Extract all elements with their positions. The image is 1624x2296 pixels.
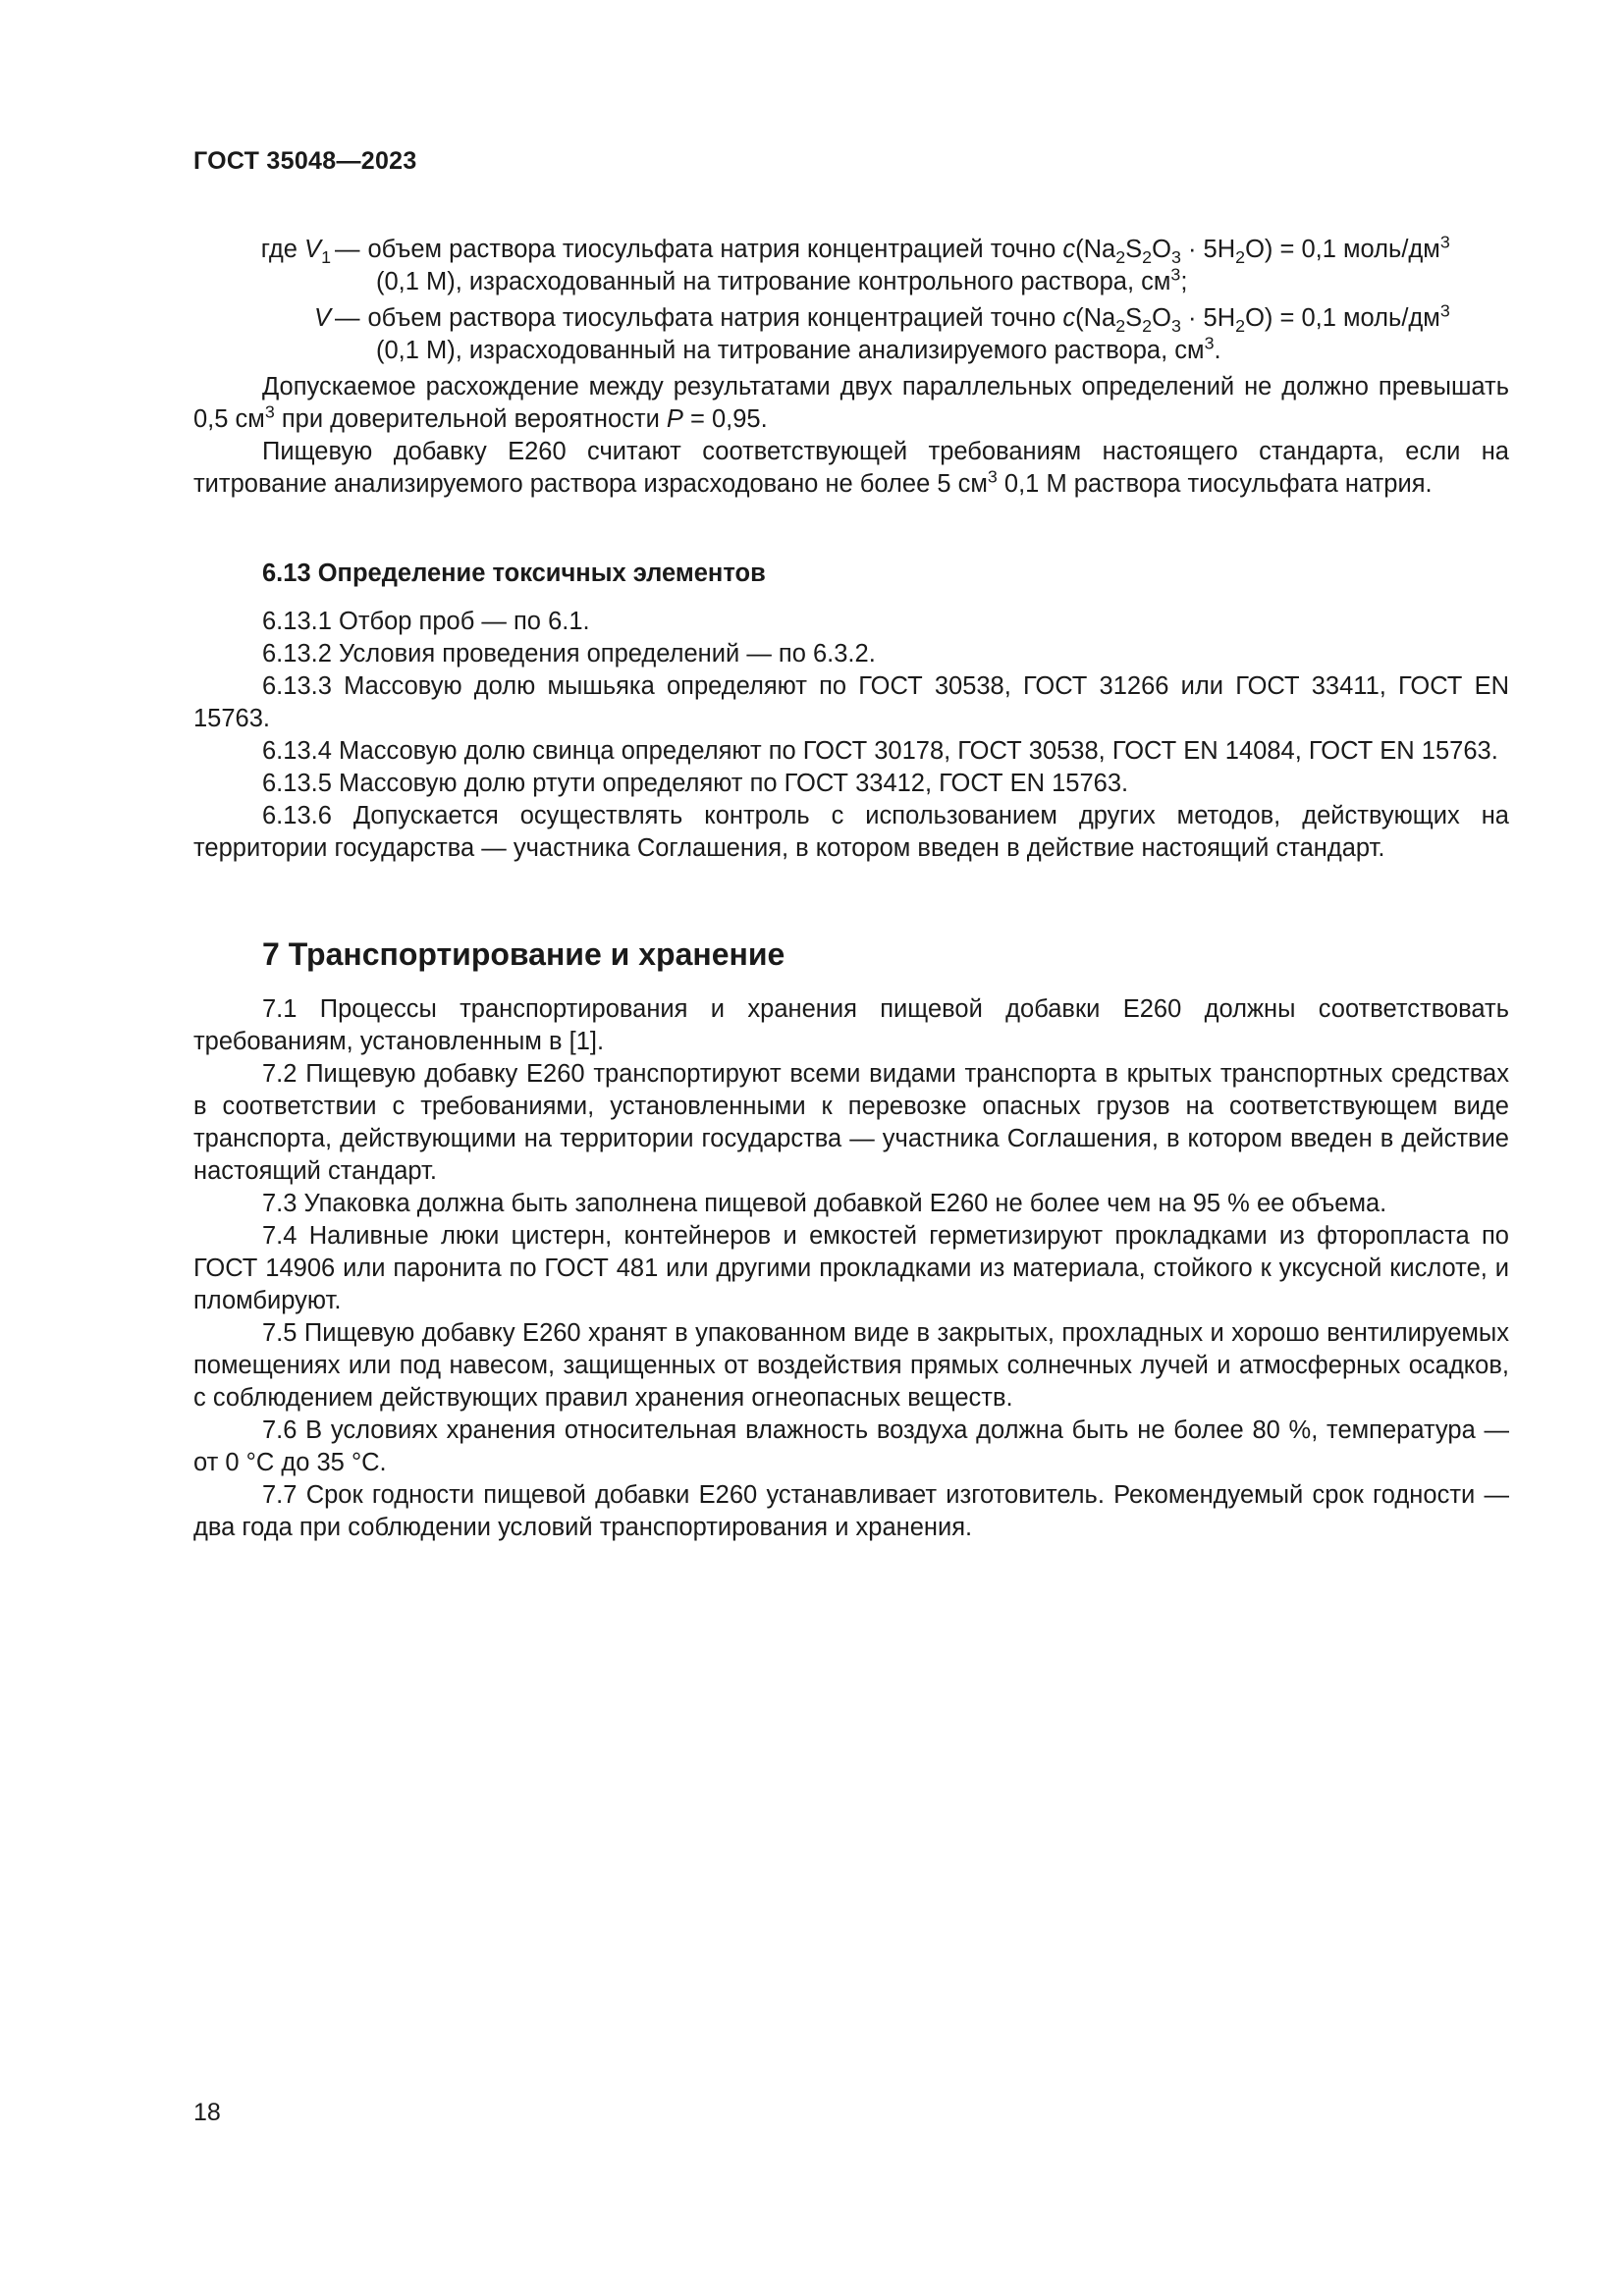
variable-v-symbol: V [313, 304, 331, 332]
page-number: 18 [193, 2099, 221, 2126]
document-id: ГОСТ 35048—2023 [193, 147, 417, 175]
clause-7-6: 7.6 В условиях хранения относительная влажность воздуха должна быть не более 80 %, температура — от 0 °С до 35 °С. [193, 1416, 1509, 1476]
section-7-heading: 7 Транспортирование и хранение [262, 936, 785, 972]
tolerance-paragraph: Допускаемое расхождение между результатами двух параллельных определений не должно превышать 0,5 $см^3$ при доверительной вероятности P = 0,95. [193, 373, 1509, 433]
clause-6-13-5: 6.13.5 Массовую долю ртути определяют по ГОСТ 33412, ГОСТ EN 15763. [262, 770, 1129, 797]
compliance-paragraph: Пищевую добавку Е260 считают соответствующей требованиям настоящего стандарта, если на титрование анализируемого раствора израсходовано не более 5 $см^3$ 0,1 М раствора тиосульфата натрия. [193, 438, 1509, 498]
section-7 [193, 993, 1509, 1544]
clause-6-13-3: 6.13.3 Массовую долю мышьяка определяют по ГОСТ 30538, ГОСТ 31266 или ГОСТ 33411, ГОСТ EN 15763. [193, 672, 1509, 732]
section-6-13-heading: 6.13 Определение токсичных элементов [262, 560, 766, 587]
variable-v-definition: V — объем раствора тиосульфата натрия концентрацией точно $c(Na_2S_2O_3 \cdot 5H_2O) = 0,1$ моль/$дм^3$ (0,1 М), израсходованный на титрование анализируемого раствора, $см^3$. [313, 300, 1450, 364]
clause-7-4: 7.4 Наливные люки цистерн, контейнеров и емкостей герметизируют прокладками из фторопласта по ГОСТ 14906 или паронита по ГОСТ 481 или другими прокладками из материала, стойкого к уксусной кислоте, и пломбируют. [193, 1222, 1509, 1314]
where-label: где [260, 236, 298, 263]
clause-6-13-2: 6.13.2 Условия проведения определений — по 6.3.2. [262, 640, 876, 667]
clause-6-13-6: 6.13.6 Допускается осуществлять контроль с использованием других методов, действующих на территории государства — участника Соглашения, в котором введен в действие настоящий стандарт. [193, 802, 1509, 862]
clause-6-13-1: 6.13.1 Отбор проб — по 6.1. [262, 608, 590, 635]
clause-6-13-4: 6.13.4 Массовую долю свинца определяют по ГОСТ 30178, ГОСТ 30538, ГОСТ EN 14084, ГОСТ EN 15763. [262, 737, 1498, 765]
section-6-13 [193, 558, 1509, 865]
variable-v1-symbol: V [304, 236, 322, 263]
clause-7-3: 7.3 Упаковка должна быть заполнена пищевой добавкой Е260 не более чем на 95 % ее объема. [262, 1190, 1387, 1217]
formula-variables [193, 234, 1509, 501]
clause-7-1: 7.1 Процессы транспортирования и хранения пищевой добавки Е260 должны соответствовать требованиям, установленным в [1]. [193, 995, 1509, 1055]
variable-v1-definition: где $V_1$ — объем раствора тиосульфата натрия концентрацией точно $c(Na_2S_2O_3 \cdot 5H_2O) = 0,1$ моль/$дм^3$ (0,1 М), израсходованный на титрование контрольного раствора, $см^3$; [260, 232, 1450, 295]
clause-7-5: 7.5 Пищевую добавку Е260 хранят в упакованном виде в закрытых, прохладных и хорошо вентилируемых помещениях или под навесом, защищенных от воздействия прямых солнечных лучей и атмосферных осадков, с соблюдением действующих правил хранения огнеопасных веществ. [193, 1319, 1509, 1412]
clause-7-7: 7.7 Срок годности пищевой добавки Е260 устанавливает изготовитель. Рекомендуемый срок годности — два года при соблюдении условий транспортирования и хранения. [193, 1481, 1509, 1541]
clause-7-2: 7.2 Пищевую добавку Е260 транспортируют всеми видами транспорта в крытых транспортных средствах в соответствии с требованиями, установленными к перевозке опасных грузов на соответствующем виде транспорта, действующими на территории государства — участника Соглашения, в котором введен в действие настоящий стандарт. [193, 1060, 1509, 1185]
